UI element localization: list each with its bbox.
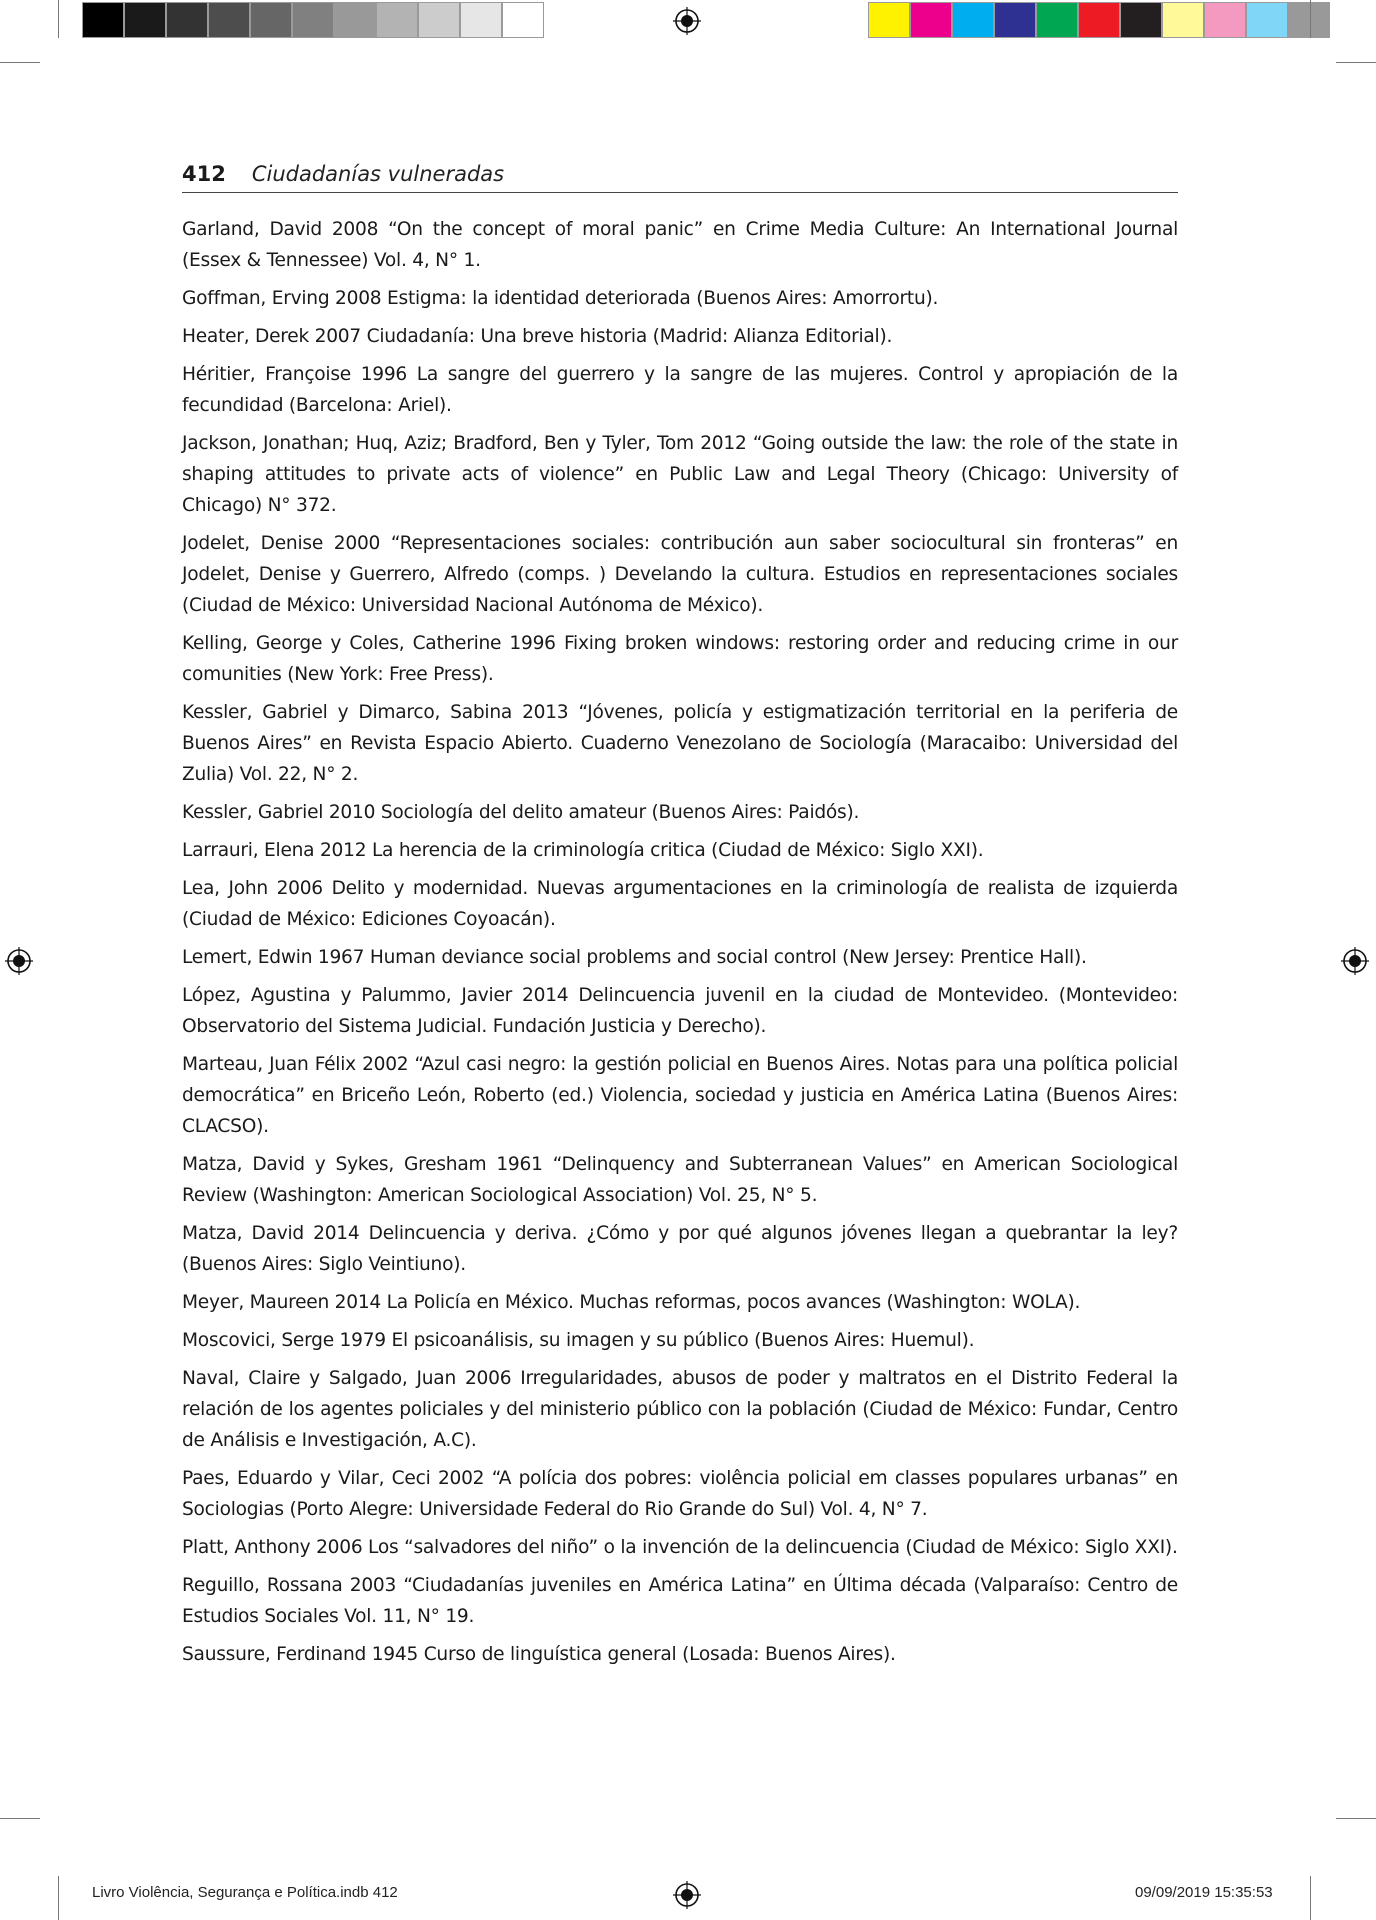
reference-entry: Kessler, Gabriel 2010 Sociología del delito amateur (Buenos Aires: Paidós). [182, 802, 860, 823]
color-swatch [208, 2, 250, 38]
page-number: 412 [182, 162, 226, 186]
reference-entry: Naval, Claire y Salgado, Juan 2006 Irregularidades, abusos de poder y maltratos en el Distrito Federal la relación de los agentes policiales y del ministerio público con la población (Ciudad de México: Fundar, Centro de Análisis e Investigación, A.C). [182, 1368, 1178, 1451]
color-swatch [1246, 2, 1288, 38]
crop-mark [0, 1818, 40, 1819]
reference-entry: Kessler, Gabriel y Dimarco, Sabina 2013 “Jóvenes, policía y estigmatización territorial en la periferia de Buenos Aires” en Revista Espacio Abierto. Cuaderno Venezolano de Sociología (Maracaibo: Universidad del Zulia) Vol. 22, N° 2. [182, 702, 1178, 785]
crop-mark [1310, 0, 1311, 38]
reference-entry: Héritier, Françoise 1996 La sangre del guerrero y la sangre de las mujeres. Control y apropiación de la fecundidad (Barcelona: Ariel). [182, 364, 1178, 416]
reference-entry: Lemert, Edwin 1967 Human deviance social problems and social control (New Jersey: Prentice Hall). [182, 947, 1087, 968]
color-swatch [1288, 2, 1330, 38]
color-swatch [124, 2, 166, 38]
reference-entry: Matza, David y Sykes, Gresham 1961 “Delinquency and Subterranean Values” en American Sociological Review (Washington: American Sociological Association) Vol. 25, N° 5. [182, 1154, 1178, 1206]
registration-mark-icon [672, 6, 702, 36]
crop-mark [1310, 1876, 1311, 1920]
reference-entry: Larrauri, Elena 2012 La herencia de la criminología critica (Ciudad de México: Siglo XXI). [182, 840, 984, 861]
color-swatch [994, 2, 1036, 38]
slug-timestamp: 09/09/2019 15:35:53 [1135, 1884, 1273, 1901]
color-swatch [292, 2, 334, 38]
reference-entry: Marteau, Juan Félix 2002 “Azul casi negro: la gestión policial en Buenos Aires. Notas para una política policial democrática” en Briceño León, Roberto (ed.) Violencia, sociedad y justicia en América Latina (Buenos Aires: CLACSO). [182, 1054, 1178, 1137]
reference-entry: Moscovici, Serge 1979 El psicoanálisis, su imagen y su público (Buenos Aires: Huemul). [182, 1330, 975, 1351]
process-color-bar [868, 2, 1330, 38]
reference-entry: Kelling, George y Coles, Catherine 1996 Fixing broken windows: restoring order and reducing crime in our comunities (New York: Free Press). [182, 633, 1178, 685]
bibliography-list [182, 214, 1178, 1677]
reference-entry: Jodelet, Denise 2000 “Representaciones sociales: contribución aun saber sociocultural sin fronteras” en Jodelet, Denise y Guerrero, Alfredo (comps. ) Develando la cultura. Estudios en representaciones sociales (Ciudad de México: Universidad Nacional Autónoma de México). [182, 533, 1178, 616]
reference-entry: Reguillo, Rossana 2003 “Ciudadanías juveniles en América Latina” en Última década (Valparaíso: Centro de Estudios Sociales Vol. 11, N° 19. [182, 1575, 1178, 1627]
reference-entry: Saussure, Ferdinand 1945 Curso de linguística general (Losada: Buenos Aires). [182, 1644, 896, 1665]
color-swatch [250, 2, 292, 38]
crop-mark [58, 0, 59, 38]
color-swatch [1078, 2, 1120, 38]
crop-mark [58, 1876, 59, 1920]
color-swatch [418, 2, 460, 38]
crop-mark [0, 62, 40, 63]
reference-entry: Meyer, Maureen 2014 La Policía en México. Muchas reformas, pocos avances (Washington: WOLA). [182, 1292, 1081, 1313]
reference-entry: Heater, Derek 2007 Ciudadanía: Una breve historia (Madrid: Alianza Editorial). [182, 326, 893, 347]
crop-mark [1336, 62, 1376, 63]
color-swatch [868, 2, 910, 38]
color-swatch [952, 2, 994, 38]
registration-mark-icon [4, 946, 34, 976]
crop-mark [1336, 1818, 1376, 1819]
reference-entry: Goffman, Erving 2008 Estigma: la identidad deteriorada (Buenos Aires: Amorrortu). [182, 288, 939, 309]
color-swatch [1162, 2, 1204, 38]
registration-mark-icon [1340, 946, 1370, 976]
color-swatch [1204, 2, 1246, 38]
running-header [182, 162, 1178, 193]
grayscale-color-bar [82, 2, 544, 38]
reference-entry: Jackson, Jonathan; Huq, Aziz; Bradford, Ben y Tyler, Tom 2012 “Going outside the law: the role of the state in shaping attitudes to private acts of violence” en Public Law and Legal Theory (Chicago: University of Chicago) N° 372. [182, 433, 1178, 516]
reference-entry: Matza, David 2014 Delincuencia y deriva. ¿Cómo y por qué algunos jóvenes llegan a quebrantar la ley? (Buenos Aires: Siglo Veintiuno). [182, 1223, 1178, 1275]
color-swatch [334, 2, 376, 38]
color-swatch [1036, 2, 1078, 38]
reference-entry: Lea, John 2006 Delito y modernidad. Nuevas argumentaciones en la criminología de realista de izquierda (Ciudad de México: Ediciones Coyoacán). [182, 878, 1178, 930]
color-swatch [910, 2, 952, 38]
color-swatch [82, 2, 124, 38]
reference-entry: Garland, David 2008 “On the concept of moral panic” en Crime Media Culture: An International Journal (Essex & Tennessee) Vol. 4, N° 1. [182, 219, 1178, 271]
color-swatch [460, 2, 502, 38]
slug-file-info: Livro Violência, Segurança e Política.indb 412 [92, 1884, 398, 1901]
color-swatch [166, 2, 208, 38]
running-title: Ciudadanías vulneradas [251, 162, 505, 186]
registration-mark-icon [672, 1880, 702, 1910]
reference-entry: Paes, Eduardo y Vilar, Ceci 2002 “A polícia dos pobres: violência policial em classes populares urbanas” en Sociologias (Porto Alegre: Universidade Federal do Rio Grande do Sul) Vol. 4, N° 7. [182, 1468, 1178, 1520]
reference-entry: López, Agustina y Palummo, Javier 2014 Delincuencia juvenil en la ciudad de Montevideo. (Montevideo: Observatorio del Sistema Judicial. Fundación Justicia y Derecho). [182, 985, 1178, 1037]
color-swatch [1120, 2, 1162, 38]
color-swatch [502, 2, 544, 38]
reference-entry: Platt, Anthony 2006 Los “salvadores del niño” o la invención de la delincuencia (Ciudad de México: Siglo XXI). [182, 1537, 1178, 1558]
color-swatch [376, 2, 418, 38]
